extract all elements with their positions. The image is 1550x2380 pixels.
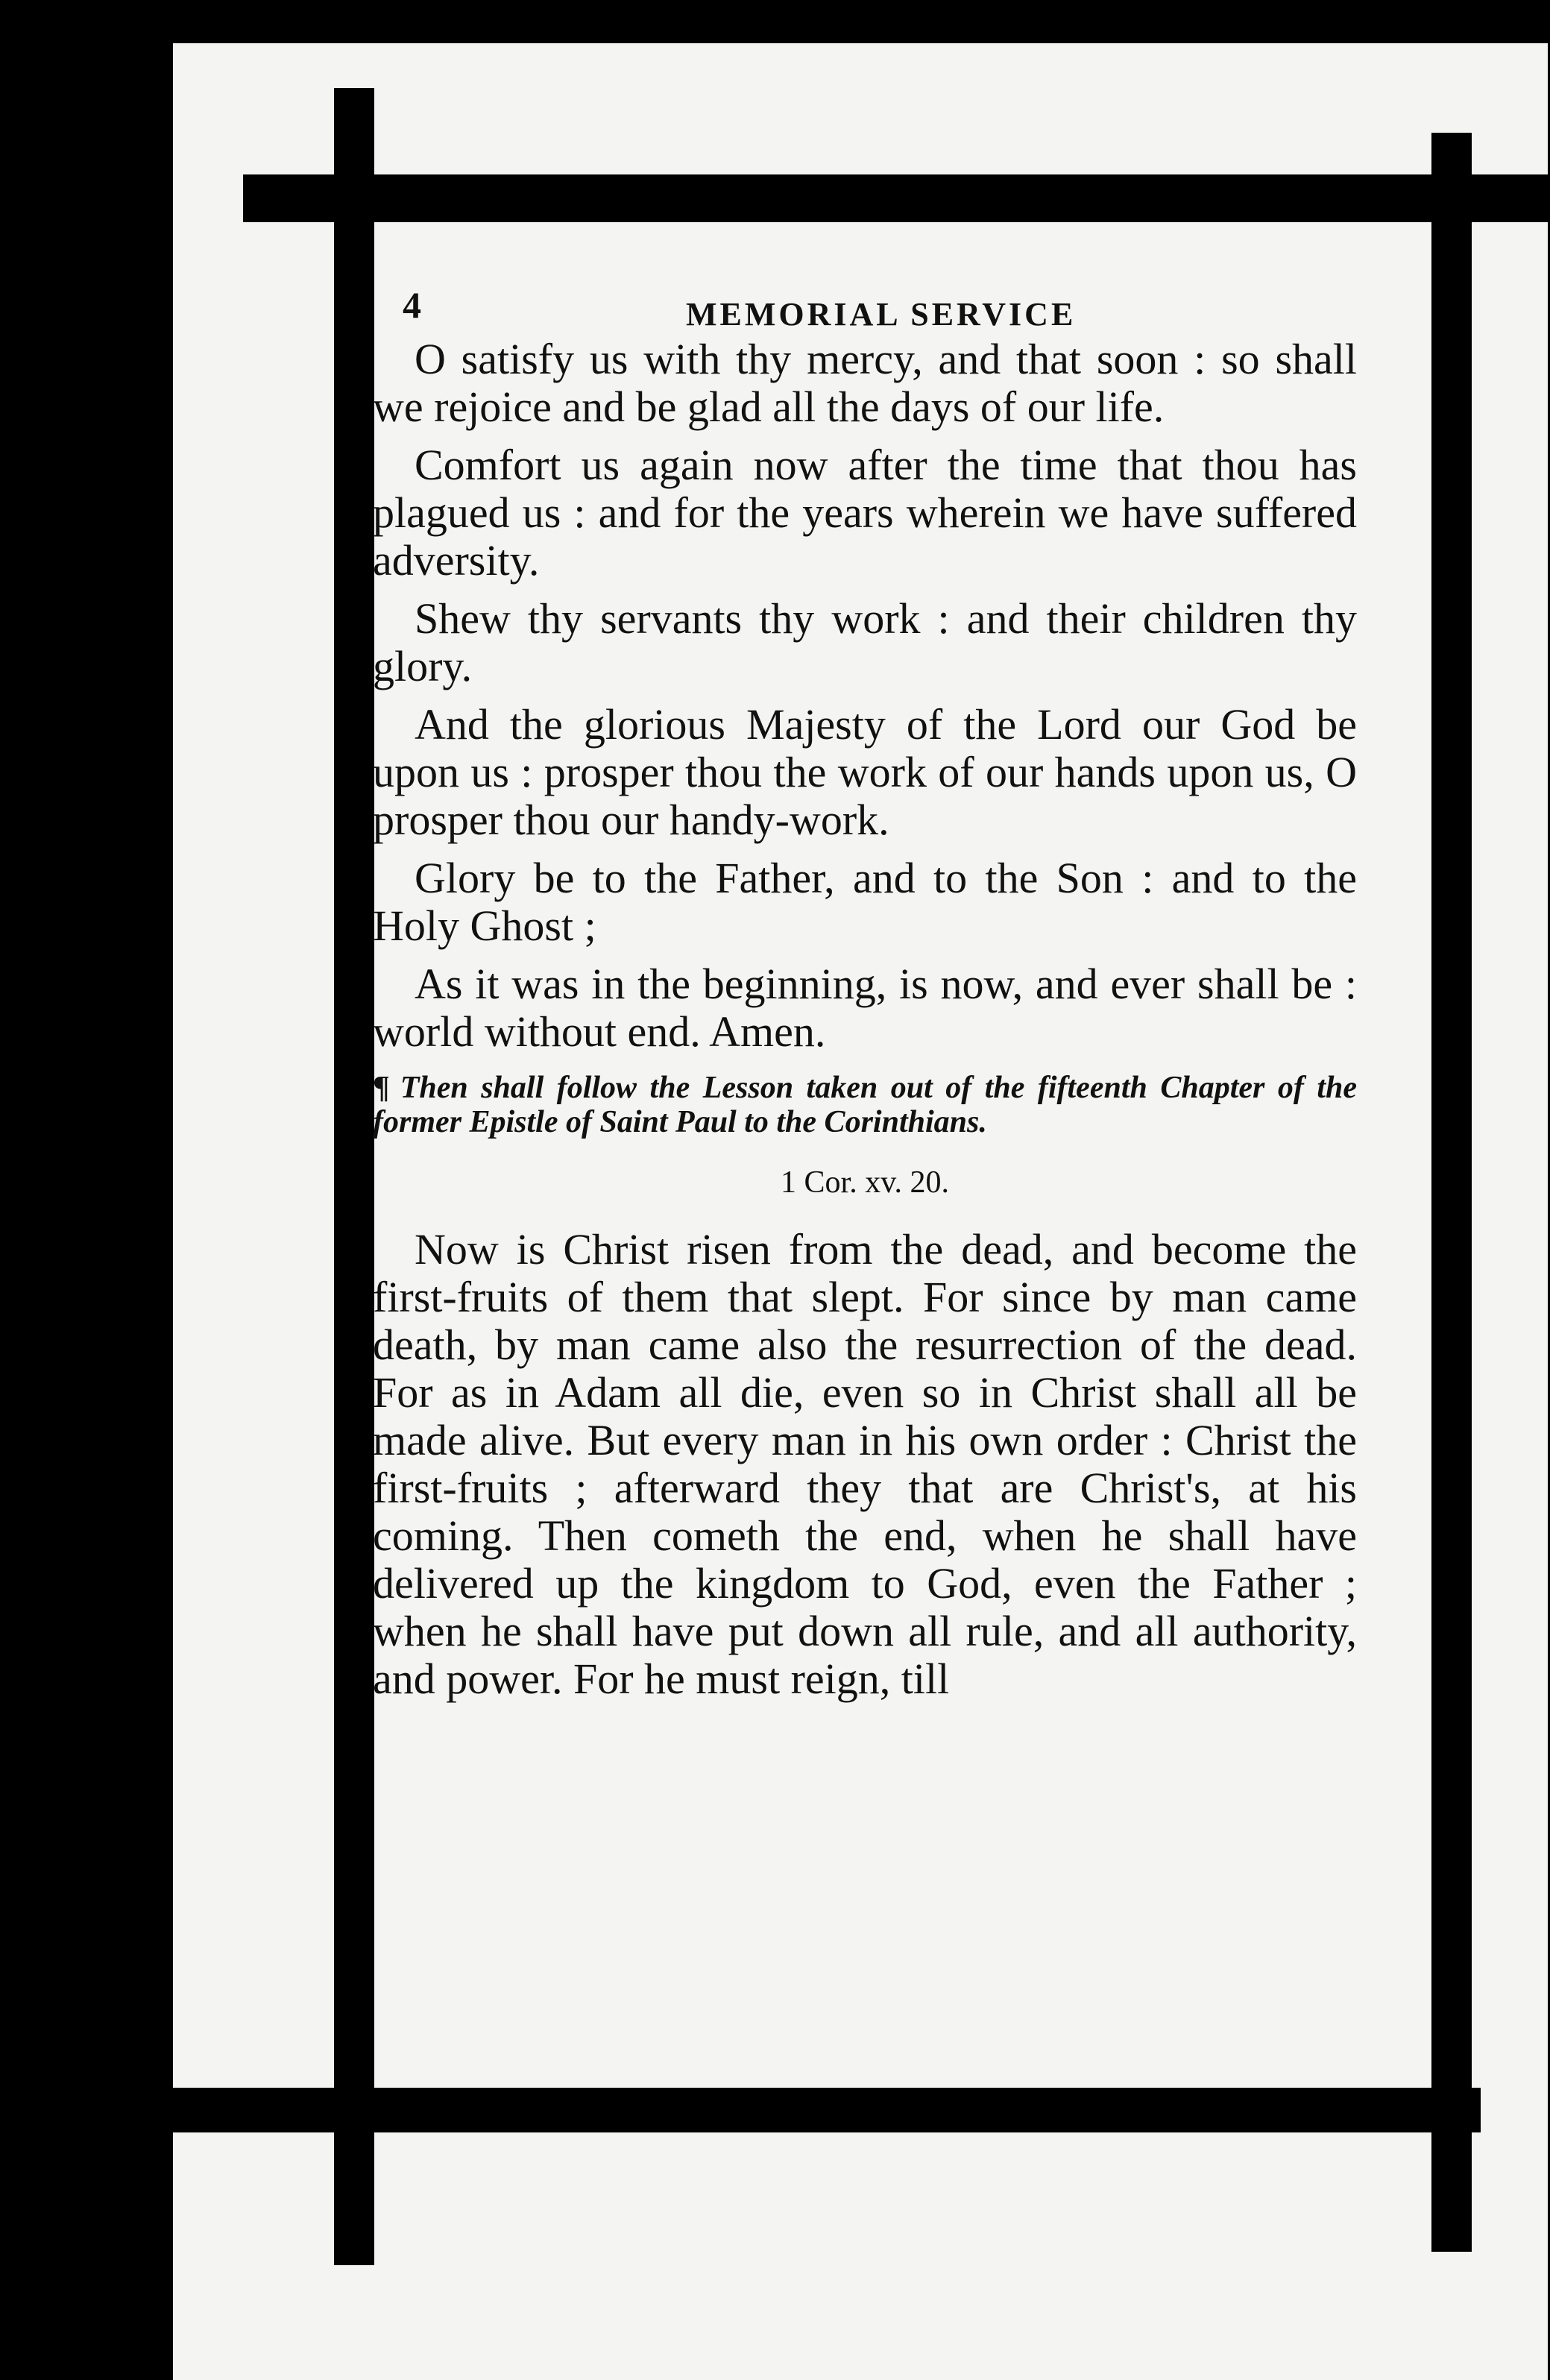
running-title: MEMORIAL SERVICE [686, 296, 1077, 333]
rubric [373, 1071, 1357, 1139]
verse: Glory be to the Father, and to the Son : and to the Holy Ghost ; [373, 854, 1357, 950]
mourning-border-right [1431, 133, 1472, 2252]
page-header [373, 224, 1357, 336]
verse: And the glorious Majesty of the Lord our God be upon us : prosper thou the work of our hands upon us, O prosper thou our handy-work. [373, 700, 1357, 844]
verse: As it was in the beginning, is now, and ever shall be : world without end. Amen. [373, 960, 1357, 1056]
text-block [373, 224, 1357, 2080]
scan-speck [1366, 49, 1391, 69]
pilcrow-mark: ¶ [373, 1071, 390, 1105]
verse: Shew thy servants thy work : and their children thy glory. [373, 594, 1357, 690]
mourning-border-top [243, 174, 1549, 222]
page-number: 4 [403, 284, 421, 326]
scripture-reference: 1 Cor. xv. 20. [781, 1165, 949, 1200]
lesson-text: Now is Christ risen from the dead, and become the first-fruits of them that slept. For since by man came death, by man came also the resurrection of the dead. For as in Adam all die, even so in Christ shall all be made alive. But every man in his own order : Christ the first-fruits ; afterward they that are Christ's, at his coming. Then cometh the end, when he shall have delivered up the kingdom to God, even the Father ; when he shall have put down all rule, and all authority, and power. For he must reign, till [373, 1225, 1357, 1703]
verse: Comfort us again now after the time that thou has plagued us : and for the years wherein we have suffered adversity. [373, 441, 1357, 585]
verse: O satisfy us with thy mercy, and that soon : so shall we rejoice and be glad all the days of our life. [373, 335, 1357, 431]
mourning-border-left [334, 88, 374, 2265]
rubric-text: Then shall follow the Lesson taken out of the fifteenth Chapter of the former Epistle of Saint Paul to the Corinthians. [373, 1071, 1357, 1139]
